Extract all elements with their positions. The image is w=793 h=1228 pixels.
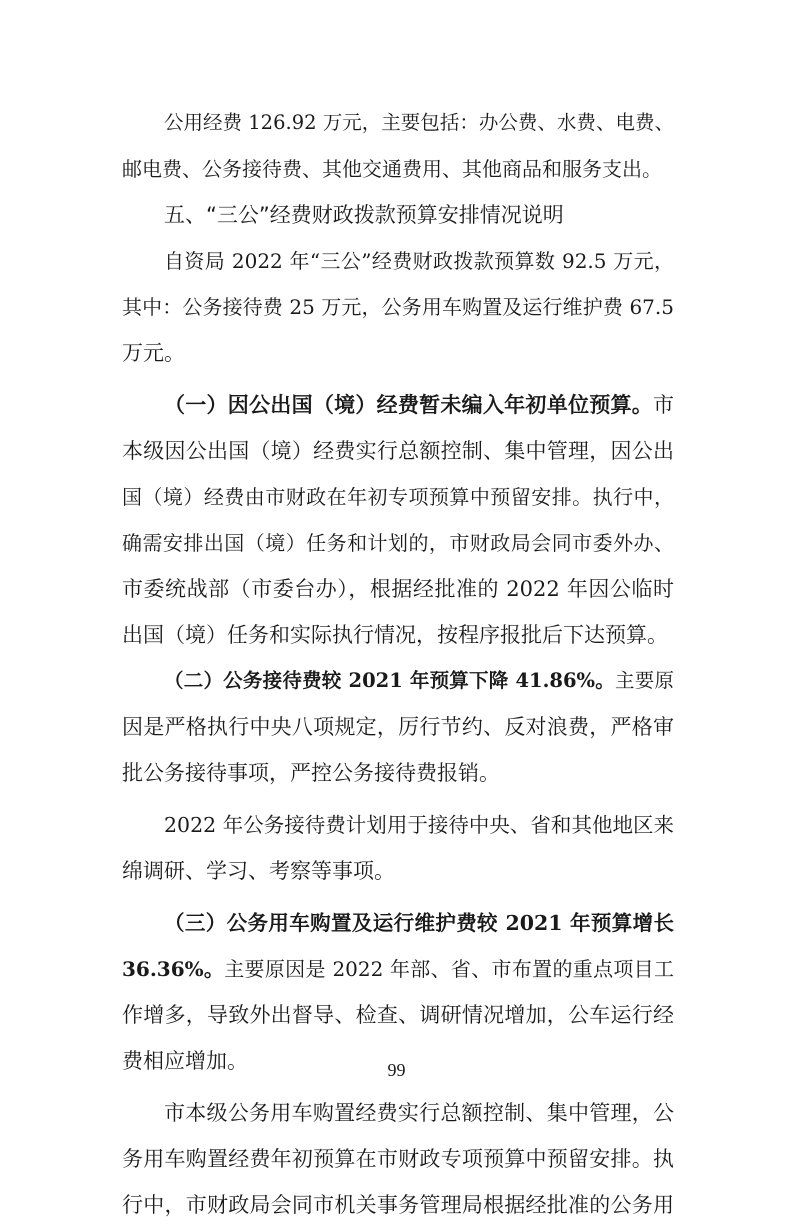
text-line: 行中，市财政局会同市机关事务管理局根据经批准的公务用 <box>122 1193 674 1217</box>
subsection-heading: 36.36%。 <box>122 957 225 981</box>
text-line: 务用车购置经费年初预算在市财政专项预算中预留安排。执 <box>122 1147 674 1171</box>
text-span: 主要原因是 2022 年部、省、市布置的重点项目工 <box>224 957 674 981</box>
text-line: 因是严格执行中央八项规定，厉行节约、反对浪费，严格审 <box>122 715 674 739</box>
text-line: 确需安排出国（境）任务和计划的，市财政局会同市委外办、 <box>122 531 674 555</box>
text-line: 自资局 2022 年“三公”经费财政拨款预算数 92.5 万元， <box>164 249 674 273</box>
subsection-line <box>122 382 674 428</box>
subsection-heading: （二）公务接待费较 2021 年预算下降 41.86%。 <box>164 669 616 692</box>
subsection-heading: （一）因公出国（境）经费暂未编入年初单位预算。 <box>164 392 653 417</box>
text-line: 国（境）经费由市财政在年初专项预算中预留安排。执行中， <box>122 485 674 509</box>
text-line: 其中：公务接待费 25 万元，公务用车购置及运行维护费 67.5 <box>122 295 674 319</box>
text-line: 2022 年公务接待费计划用于接待中央、省和其他地区来 <box>164 813 674 837</box>
text-line: 万元。 <box>122 341 185 365</box>
text-line: 费相应增加。 <box>122 1049 248 1073</box>
text-line: 绵调研、学习、考察等事项。 <box>122 859 395 883</box>
text-line: 市委统战部（市委台办），根据经批准的 2022 年因公临时 <box>122 577 674 601</box>
subsection-line <box>122 658 674 704</box>
subsection-line <box>122 946 674 992</box>
text-line: 作增多，导致外出督导、检查、调研情况增加，公车运行经 <box>122 1003 674 1027</box>
text-line: 出国（境）任务和实际执行情况，按程序报批后下达预算。 <box>122 623 668 647</box>
text-span: 主要原 <box>615 669 674 692</box>
text-line: 批公务接待事项，严控公务接待费报销。 <box>122 761 500 785</box>
subsection-heading: （三）公务用车购置及运行维护费较 2021 年预算增长 <box>164 911 674 935</box>
page-number: 99 <box>387 1060 406 1080</box>
text-line: 公用经费 126.92 万元，主要包括：办公费、水费、电费、 <box>164 111 674 134</box>
text-span: 市 <box>653 393 674 417</box>
section-heading: 五、“三公”经费财政拨款预算安排情况说明 <box>164 203 564 227</box>
text-line: 邮电费、公务接待费、其他交通费用、其他商品和服务支出。 <box>122 157 662 181</box>
document-body <box>122 100 674 1228</box>
text-line: 本级因公出国（境）经费实行总额控制、集中管理，因公出 <box>122 439 674 463</box>
text-line: 市本级公务用车购置经费实行总额控制、集中管理，公 <box>164 1101 674 1125</box>
